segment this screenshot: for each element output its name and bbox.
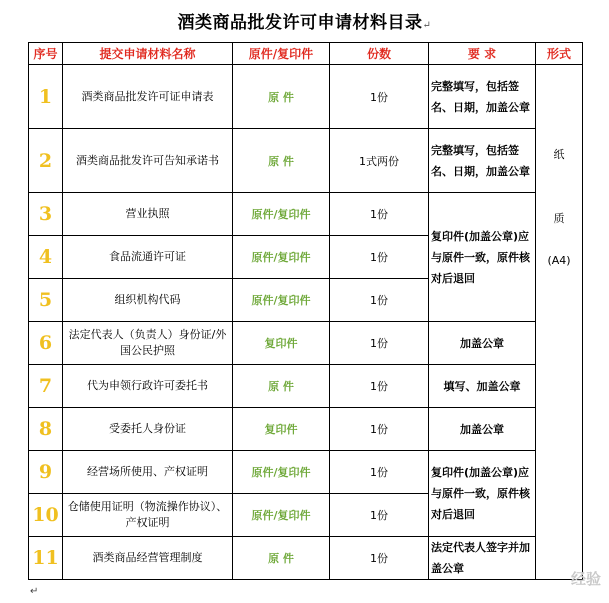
row-seq: 7 xyxy=(29,365,63,408)
row-seq: 11 xyxy=(29,537,63,580)
table-row xyxy=(29,129,583,193)
table-row xyxy=(29,65,583,129)
row-count: 1份 xyxy=(330,494,429,537)
header-name: 提交申请材料名称 xyxy=(63,43,233,65)
row-name: 仓储使用证明（物流操作协议）、产权证明 xyxy=(63,494,233,537)
row-seq: 10 xyxy=(29,494,63,537)
row-count: 1份 xyxy=(330,537,429,580)
row-count: 1份 xyxy=(330,408,429,451)
row-requirement: 加盖公章 xyxy=(429,408,536,451)
row-requirement: 加盖公章 xyxy=(429,322,536,365)
table-row xyxy=(29,408,583,451)
row-requirement: 法定代表人签字并加盖公章 xyxy=(429,537,536,580)
row-original: 原件/复印件 xyxy=(233,494,330,537)
row-count: 1份 xyxy=(330,365,429,408)
row-requirement: 复印件(加盖公章)应与原件一致，原件核对后退回 xyxy=(429,451,536,537)
row-name: 受委托人身份证 xyxy=(63,408,233,451)
row-name: 食品流通许可证 xyxy=(63,236,233,279)
row-requirement: 完整填写，包括签名、日期，加盖公章 xyxy=(429,65,536,129)
row-name: 营业执照 xyxy=(63,193,233,236)
header-seq: 序号 xyxy=(29,43,63,65)
page-title: 酒类商品批发许可申请材料目录↵ xyxy=(177,13,432,33)
form-paper: 纸 xyxy=(553,148,565,161)
row-name: 经营场所使用、产权证明 xyxy=(63,451,233,494)
header-form: 形式 xyxy=(536,43,583,65)
form-size: (A4) xyxy=(547,254,571,267)
row-original: 原件/复印件 xyxy=(233,451,330,494)
materials-table xyxy=(28,42,583,580)
row-count: 1份 xyxy=(330,451,429,494)
row-original: 原 件 xyxy=(233,365,330,408)
row-count: 1式两份 xyxy=(330,129,429,193)
row-count: 1份 xyxy=(330,65,429,129)
row-name: 酒类商品批发许可证申请表 xyxy=(63,65,233,129)
row-name: 代为申领行政许可委托书 xyxy=(63,365,233,408)
paragraph-mark: ↵ xyxy=(422,20,432,31)
table-row xyxy=(29,537,583,580)
row-name: 法定代表人（负责人）身份证/外国公民护照 xyxy=(63,322,233,365)
end-paragraph-mark: ↵ xyxy=(30,586,39,597)
row-original: 原件/复印件 xyxy=(233,193,330,236)
header-row xyxy=(29,43,583,65)
row-seq: 6 xyxy=(29,322,63,365)
table-row xyxy=(29,193,583,236)
row-original: 原 件 xyxy=(233,537,330,580)
row-count: 1份 xyxy=(330,279,429,322)
row-seq: 9 xyxy=(29,451,63,494)
header-count: 份数 xyxy=(330,43,429,65)
row-requirement: 完整填写，包括签名、日期，加盖公章 xyxy=(429,129,536,193)
row-original: 原件/复印件 xyxy=(233,236,330,279)
form-cell xyxy=(536,65,583,580)
row-count: 1份 xyxy=(330,193,429,236)
row-name: 酒类商品经营管理制度 xyxy=(63,537,233,580)
row-seq: 3 xyxy=(29,193,63,236)
table-row xyxy=(29,322,583,365)
form-quality: 质 xyxy=(553,212,565,225)
row-seq: 5 xyxy=(29,279,63,322)
header-requirement: 要 求 xyxy=(429,43,536,65)
header-original: 原件/复印件 xyxy=(233,43,330,65)
row-requirement: 填写、加盖公章 xyxy=(429,365,536,408)
row-requirement: 复印件(加盖公章)应与原件一致，原件核对后退回 xyxy=(429,193,536,322)
row-original: 复印件 xyxy=(233,322,330,365)
row-seq: 8 xyxy=(29,408,63,451)
watermark-text: 经验 xyxy=(570,570,601,588)
row-seq: 1 xyxy=(29,65,63,129)
row-count: 1份 xyxy=(330,322,429,365)
row-original: 原 件 xyxy=(233,129,330,193)
row-seq: 4 xyxy=(29,236,63,279)
row-original: 原件/复印件 xyxy=(233,279,330,322)
row-original: 复印件 xyxy=(233,408,330,451)
table-row xyxy=(29,365,583,408)
row-seq: 2 xyxy=(29,129,63,193)
row-original: 原 件 xyxy=(233,65,330,129)
row-count: 1份 xyxy=(330,236,429,279)
row-name: 组织机构代码 xyxy=(63,279,233,322)
table-row xyxy=(29,451,583,494)
row-name: 酒类商品批发许可告知承诺书 xyxy=(63,129,233,193)
